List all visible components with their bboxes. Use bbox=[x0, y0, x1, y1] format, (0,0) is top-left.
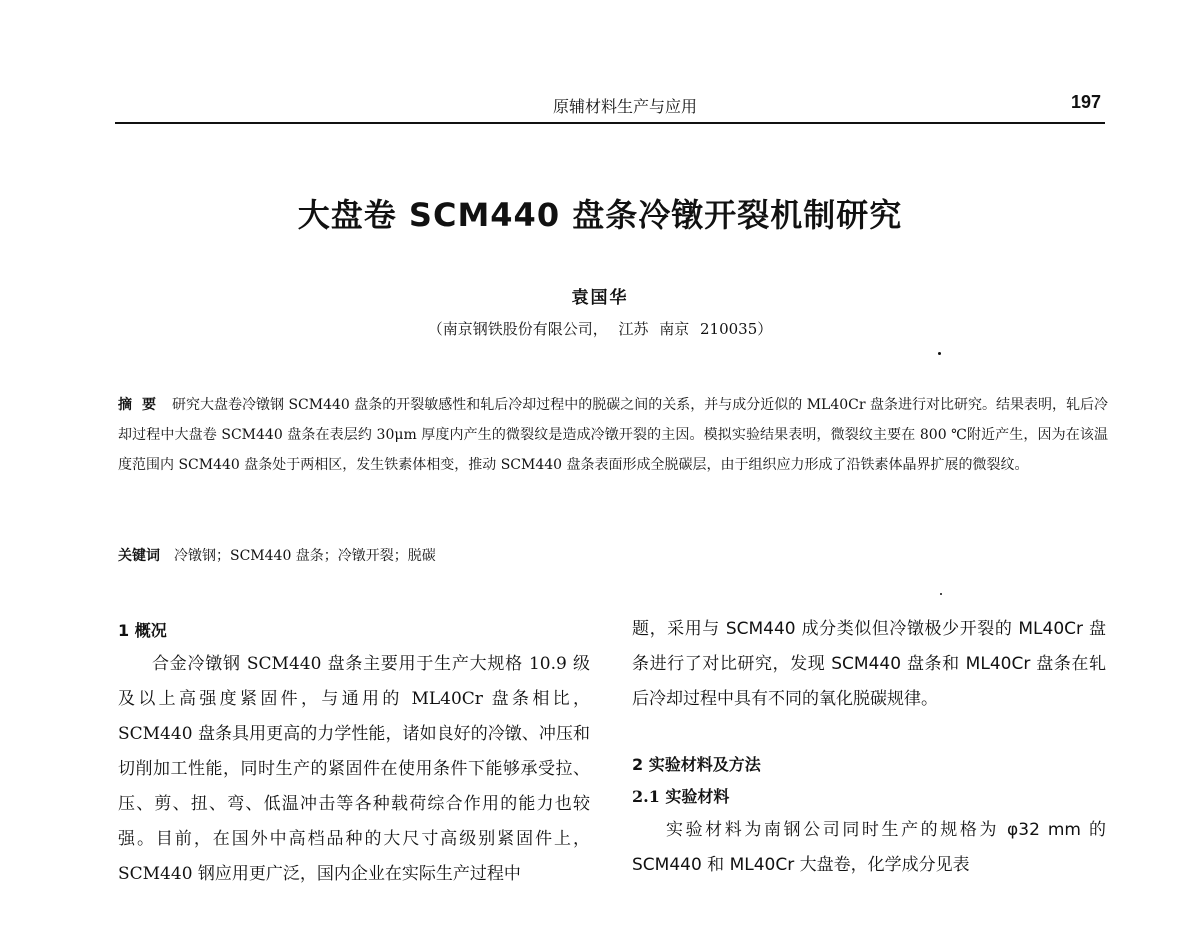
author-name: 袁国华 bbox=[571, 288, 629, 308]
abstract bbox=[118, 390, 1108, 480]
abstract-text: 研究大盘卷冷镦钢 SCM440 盘条的开裂敏感性和轧后冷却过程中的脱碳之间的关系，并与成分近似的 ML40Cr 盘条进行对比研究。结果表明，轧后冷却过程中大盘卷 SCM440 盘条在表层约 30μm 厚度内产生的微裂纹是造成冷镦开裂的主因。模拟实验结果表明，微裂纹主要在 800 ℃附近产生，因为在该温度范围内 SCM440 盘条处于两相区，发生铁素体相变，推动 SCM440 盘条表面形成全脱碳层，由于组织应力形成了沿铁素体晶界扩展的微裂纹。 bbox=[118, 397, 1109, 473]
section-2-1-heading: 2.1 实验材料 bbox=[632, 787, 730, 806]
running-header bbox=[115, 92, 1105, 124]
keywords-label: 关键词 bbox=[118, 548, 160, 564]
section-2-1-paragraph: 实验材料为南钢公司同时生产的规格为 φ32 mm 的 SCM440 和 ML40Cr 大盘卷，化学成分见表 bbox=[632, 820, 1106, 875]
left-column bbox=[118, 615, 590, 892]
right-column bbox=[632, 612, 1106, 883]
keywords bbox=[118, 541, 1108, 571]
scan-speck bbox=[940, 593, 942, 595]
section-2-heading: 2 实验材料及方法 bbox=[632, 755, 761, 774]
author-affiliation: （南京钢铁股份有限公司， 江苏 南京 210035） bbox=[427, 320, 773, 338]
section-spacer bbox=[632, 717, 1106, 749]
section-1-heading: 1 概况 bbox=[118, 621, 167, 640]
page-number: 197 bbox=[1070, 92, 1101, 112]
scan-speck bbox=[938, 352, 941, 355]
section-1-paragraph-continued: 题，采用与 SCM440 成分类似但冷镦极少开裂的 ML40Cr 盘条进行了对比研究，发现 SCM440 盘条和 ML40Cr 盘条在轧后冷却过程中具有不同的氧化脱碳规律。 bbox=[632, 619, 1106, 709]
keywords-text: 冷镦钢；SCM440 盘条；冷镦开裂；脱碳 bbox=[174, 548, 436, 564]
journal-section-title: 原辅材料生产与应用 bbox=[553, 97, 698, 116]
article-title: 大盘卷 SCM440 盘条冷镦开裂机制研究 bbox=[297, 196, 903, 234]
section-1-paragraph: 合金冷镦钢 SCM440 盘条主要用于生产大规格 10.9 级及以上高强度紧固件，与通用的 ML40Cr 盘条相比，SCM440 盘条具用更高的力学性能，诸如良好的冷镦、冲压和切削加工性能，同时生产的紧固件在使用条件下能够承受拉、压、剪、扭、弯、低温冲击等各种载荷综合作用的能力也较强。目前，在国外中高档品种的大尺寸高级别紧固件上，SCM440 钢应用更广泛，国内企业在实际生产过程中 bbox=[118, 654, 590, 884]
abstract-label: 摘要 bbox=[118, 397, 166, 413]
